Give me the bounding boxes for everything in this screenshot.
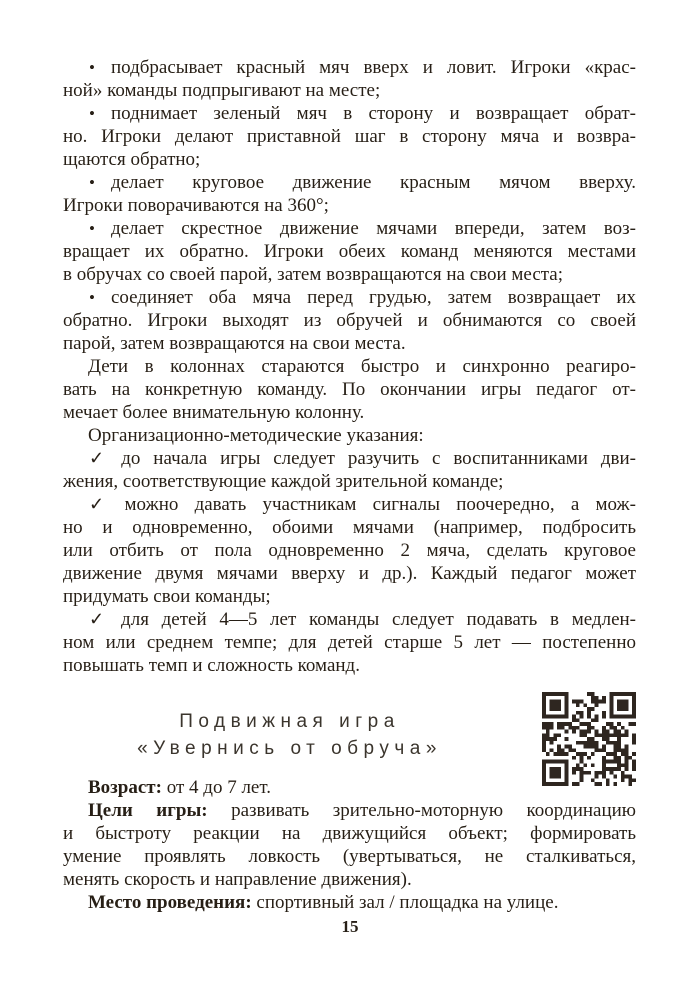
text-line: • поднимает зеленый мяч в сторону и возвращает обрат- xyxy=(89,103,636,124)
text-line: парой, затем возвращаются на свои места. xyxy=(63,333,406,354)
paragraph xyxy=(63,217,636,286)
text-line: мечает более внимательную колонну. xyxy=(63,402,365,423)
text-line: ✓ для детей 4—5 лет команды следует подавать в медлен- xyxy=(89,609,636,630)
text-line: • делает круговое движение красным мячом вверху. xyxy=(89,172,636,193)
checkmark-icon: ✓ xyxy=(89,448,113,468)
field-label: Цели игры: xyxy=(88,800,208,821)
text-line: умение проявлять ловкость (увертываться, не сталкиваться, xyxy=(63,846,636,867)
text-line: жения, соответствующие каждой зрительной команде; xyxy=(63,471,504,492)
text-line: Место проведения: спортивный зал / площадка на улице. xyxy=(88,892,559,913)
text-line: Организационно-методические указания: xyxy=(88,425,424,446)
text-line: но. Игроки делают приставной шаг в сторону мяча и возвра- xyxy=(63,126,636,147)
bullet-icon: • xyxy=(89,104,95,123)
text-line: • делает скрестное движение мячами впереди, затем воз- xyxy=(89,218,636,239)
text-line: ном или среднем темпе; для детей старше 5 лет — постепенно xyxy=(63,632,636,653)
body-text-block xyxy=(63,56,636,677)
text-line: • подбрасывает красный мяч вверх и ловит. Игроки «крас- xyxy=(89,57,636,78)
text-line: Игроки поворачиваются на 360°; xyxy=(63,195,329,216)
text-line: Цели игры: развивать зрительно-моторную координацию xyxy=(88,800,636,821)
paragraph xyxy=(63,776,636,799)
bullet-icon: • xyxy=(89,219,95,238)
text-line: ✓ до начала игры следует разучить с воспитанниками дви- xyxy=(89,448,636,469)
text-line: • соединяет оба мяча перед грудью, затем возвращает их xyxy=(89,287,636,308)
text-line: ✓ можно давать участникам сигналы поочередно, а мож- xyxy=(89,494,636,515)
paragraph xyxy=(63,799,636,891)
paragraph xyxy=(63,171,636,217)
text-line: ной» команды подпрыгивают на месте; xyxy=(63,80,381,101)
page-number: 15 xyxy=(341,917,359,936)
text-line: в обручах со своей парой, затем возвращаются на свои места; xyxy=(63,264,564,285)
paragraph xyxy=(63,891,636,914)
qr-code-icon xyxy=(542,692,636,786)
bullet-icon: • xyxy=(89,58,95,77)
text-line: щаются обратно; xyxy=(63,149,201,170)
text-line: вращает их обратно. Игроки обеих команд меняются местами xyxy=(63,241,636,262)
bullet-icon: • xyxy=(89,288,95,307)
text-line: обратно. Игроки выходят из обручей и обнимаются со своей xyxy=(63,310,636,331)
checkmark-icon: ✓ xyxy=(89,609,113,629)
bullet-icon: • xyxy=(89,173,95,192)
checkmark-icon: ✓ xyxy=(89,494,116,514)
paragraph xyxy=(63,424,636,447)
text-line: Дети в колоннах стараются быстро и синхронно реагиро- xyxy=(88,356,636,377)
text-line: придумать свои команды; xyxy=(63,586,271,607)
text-line: или отбить от пола одновременно 2 мяча, сделать круговое xyxy=(63,540,636,561)
game-heading xyxy=(63,709,516,762)
text-line: вать на конкретную команду. По окончании игры педагог от- xyxy=(63,379,636,400)
paragraph xyxy=(63,102,636,171)
paragraph xyxy=(63,56,636,102)
text-line: движение двумя мячами вверху и др.). Каждый педагог может xyxy=(63,563,636,584)
game-heading-line-1: Подвижная игра xyxy=(179,711,400,732)
field-label: Возраст: xyxy=(88,777,162,798)
game-heading-line-2: «Увернись от обруча» xyxy=(137,737,442,759)
text-line: менять скорость и направление движения). xyxy=(63,869,412,890)
text-line: повышать темп и сложность команд. xyxy=(63,655,360,676)
paragraph xyxy=(63,608,636,677)
game-info-block xyxy=(63,776,636,914)
paragraph xyxy=(63,355,636,424)
paragraph xyxy=(63,286,636,355)
paragraph xyxy=(63,493,636,608)
paragraph xyxy=(63,447,636,493)
text-line: и быстроту реакции на движущийся объект; формировать xyxy=(63,823,636,844)
text-line: Возраст: от 4 до 7 лет. xyxy=(88,777,271,798)
field-label: Место проведения: xyxy=(88,892,252,913)
text-line: но и одновременно, обоими мячами (например, подбросить xyxy=(63,517,636,538)
